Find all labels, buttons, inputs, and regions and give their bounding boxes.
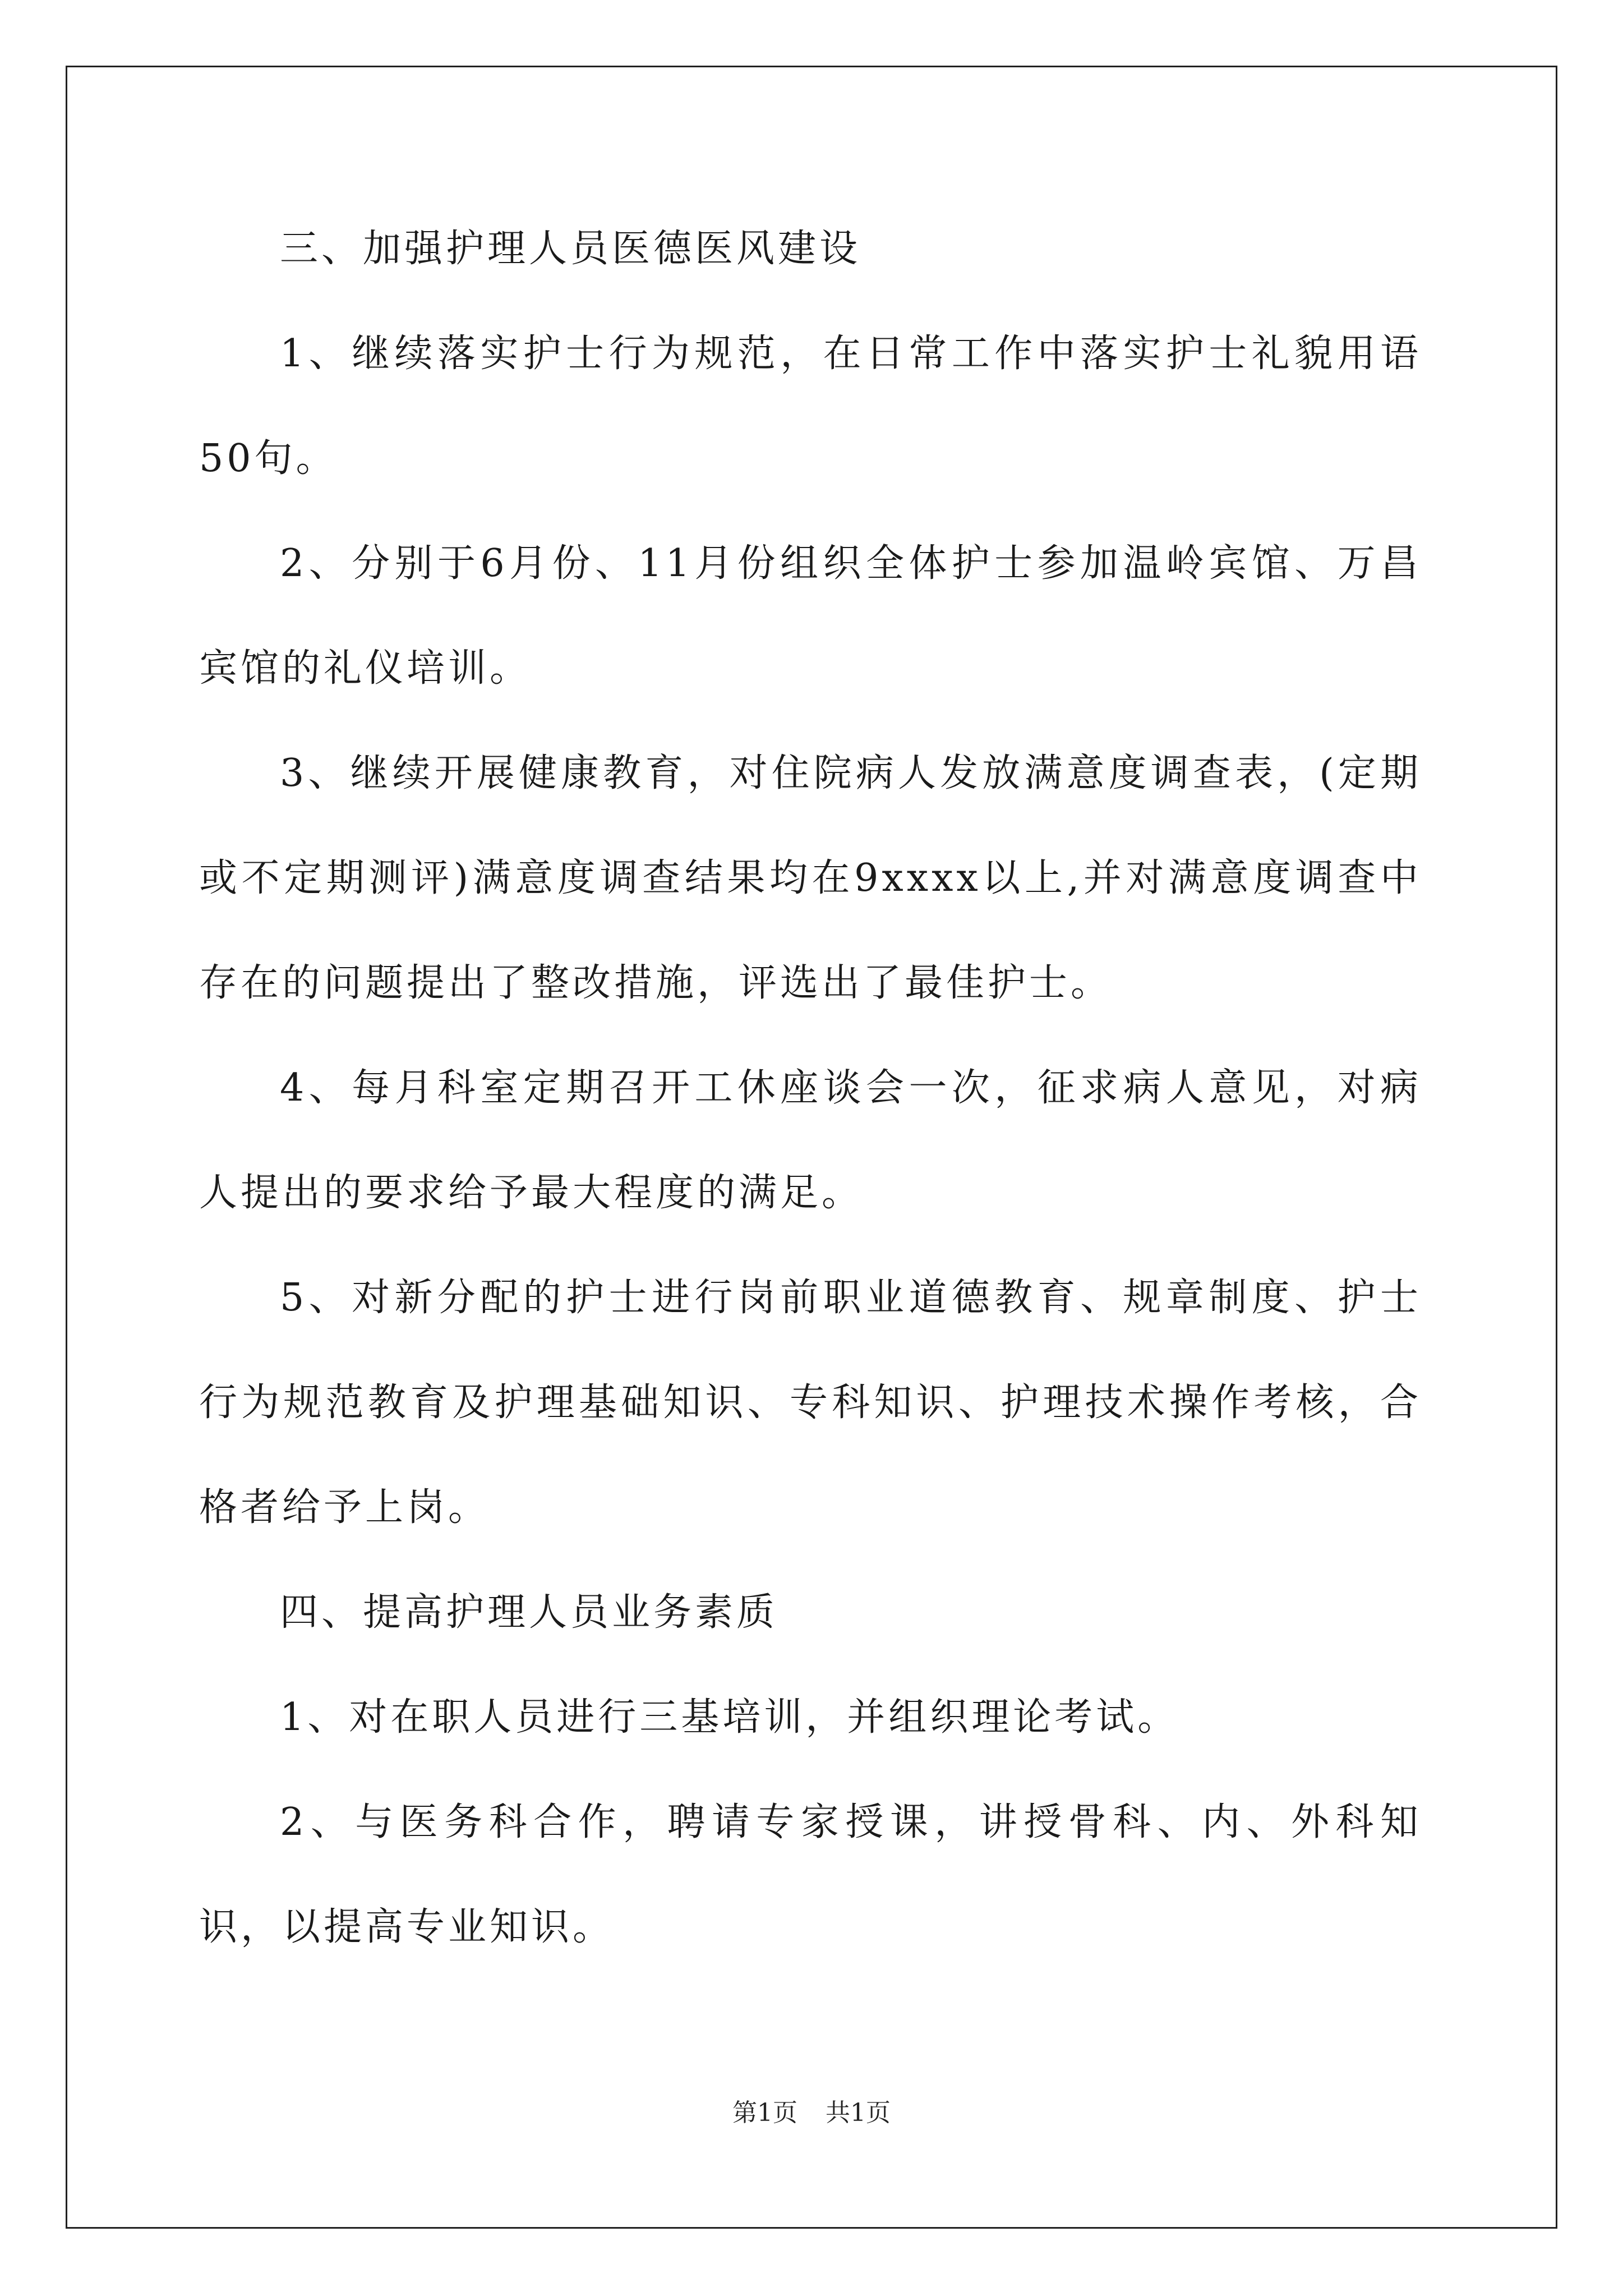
page-number-total: 共1页 xyxy=(826,2099,891,2127)
page-footer xyxy=(0,2092,1623,2128)
page-number-current: 第1页 xyxy=(732,2099,797,2127)
paragraph-item-5: 5、对新分配的护士进行岗前职业道德教育、规章制度、护士行为规范教育及护理基础知识、专科知识、护理技术操作考核，合格者给予上岗。 xyxy=(199,1276,1422,1530)
document-body xyxy=(199,196,1422,1980)
paragraph-item-4: 4、每月科室定期召开工休座谈会一次，征求病人意见，对病人提出的要求给予最大程度的满足。 xyxy=(199,1066,1422,1215)
section-heading-3: 三、加强护理人员医德医风建设 xyxy=(280,227,861,271)
paragraph-item-2: 2、分别于6月份、11月份组织全体护士参加温岭宾馆、万昌宾馆的礼仪培训。 xyxy=(199,541,1422,691)
paragraph-item-4-1: 1、对在职人员进行三基培训，并组织理论考试。 xyxy=(280,1695,1179,1740)
paragraph-item-1: 1、继续落实护士行为规范，在日常工作中落实护士礼貌用语50句。 xyxy=(199,332,1422,481)
section-heading-4: 四、提高护理人员业务素质 xyxy=(280,1590,778,1635)
paragraph-item-3: 3、继续开展健康教育，对住院病人发放满意度调查表，(定期或不定期测评)满意度调查结果均在9xxxx以上,并对满意度调查中存在的问题提出了整改措施，评选出了最佳护士。 xyxy=(199,751,1422,1005)
paragraph-item-4-2: 2、与医务科合作，聘请专家授课，讲授骨科、内、外科知识，以提高专业知识。 xyxy=(199,1800,1422,1949)
